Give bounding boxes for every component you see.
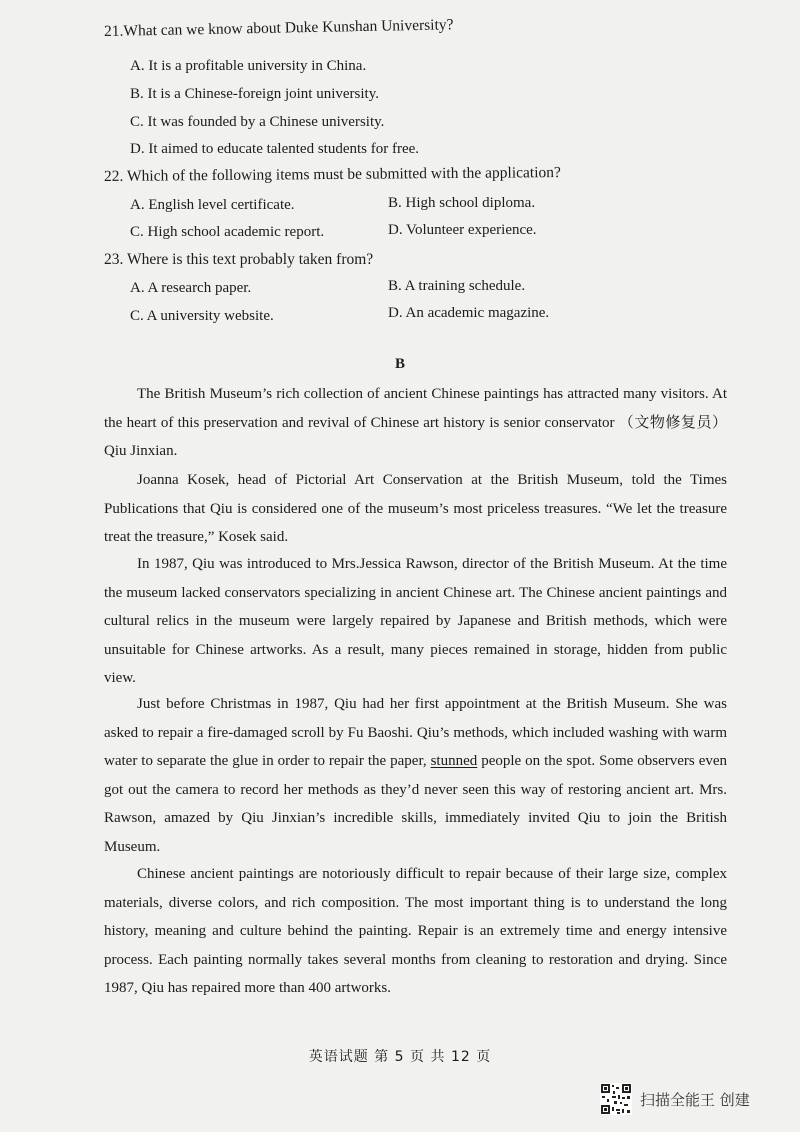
question-22-option-b: B. High school diploma. (388, 195, 536, 211)
question-22-option-a: A. English level certificate. (130, 197, 295, 213)
paragraph-1-text: The British Museum’s rich collection of ancient Chinese paintings has attracted many visitors. At the heart of this preservation and revival of Chinese art history is senior conservator （文物修复员）Qiu Jinxian. (104, 386, 727, 460)
scanner-watermark (600, 1082, 750, 1116)
question-21-option-c: C. It was founded by a Chinese university. (130, 114, 385, 130)
watermark-text: 扫描全能王 创建 (640, 1090, 750, 1109)
passage-paragraph-1 (104, 380, 727, 466)
paragraph-4-text-b: people on the spot. Some observers even got out the camera to record her methods as they’d never seen this way of restoring ancient art. Mrs. Rawson, amazed by Qiu Jinxian’s incredible skills, immediately invited Qiu to join the British Museum. (104, 753, 728, 855)
underlined-word-stunned: stunned (430, 753, 478, 770)
question-23-option-b: B. A training schedule. (388, 278, 526, 294)
section-heading: B (394, 356, 405, 372)
question-22-option-c: C. High school academic report. (130, 224, 325, 240)
question-21-stem: 21.What can we know about Duke Kunshan University? (103, 16, 454, 40)
passage-paragraph-5 (104, 860, 727, 1003)
page-footer: 英语试题 第 5 页 共 12 页 (308, 1049, 492, 1065)
question-23-option-c: C. A university website. (130, 308, 274, 324)
paragraph-5-text: Chinese ancient paintings are notoriously difficult to repair because of their large size, complex materials, diverse colors, and rich composition. The most important thing is to understand the long history, meaning and culture behind the painting. Repair is an extremely time and energy intensive process. Each painting normally takes several months from cleaning to restoration and drying. Since 1987, Qiu has repaired more than 400 artworks. (104, 866, 727, 997)
question-23-option-a: A. A research paper. (130, 280, 252, 296)
qr-code-icon (600, 1083, 632, 1115)
question-21-option-d: D. It aimed to educate talented students for free. (130, 141, 420, 157)
paragraph-2-text: Joanna Kosek, head of Pictorial Art Conservation at the British Museum, told the Times Publications that Qiu is considered one of the museum’s most priceless treasures. “We let the treasure treat the treasure,” Kosek said. (104, 472, 727, 546)
question-22-option-d: D. Volunteer experience. (388, 222, 537, 238)
passage-paragraph-3 (104, 550, 727, 693)
passage-paragraph-2 (104, 466, 727, 552)
paragraph-4-text-a: Just before Christmas in 1987, Qiu had her first appointment at the British Museum. She was asked to repair a fire-damaged scroll by Fu Baoshi. Qiu’s methods, which included washing with warm water to separate the glue in order to repair the paper, (104, 696, 727, 770)
passage-paragraph-4 (104, 690, 727, 862)
paragraph-3-text: In 1987, Qiu was introduced to Mrs.Jessica Rawson, director of the British Museum. At the time the museum lacked conservators specializing in ancient Chinese art. The Chinese ancient paintings and cultural relics in the museum were largely repaired by Japanese and British methods, which were unsuitable for Chinese artworks. As a result, many pieces remained in storage, hidden from public view. (104, 556, 727, 687)
question-23-option-d: D. An academic magazine. (388, 305, 550, 321)
question-21-option-b: B. It is a Chinese-foreign joint university. (130, 86, 379, 102)
question-22-stem: 22. Which of the following items must be submitted with the application? (103, 164, 561, 185)
question-21-option-a: A. It is a profitable university in China. (130, 58, 367, 74)
question-23-stem: 23. Where is this text probably taken from? (104, 251, 374, 268)
